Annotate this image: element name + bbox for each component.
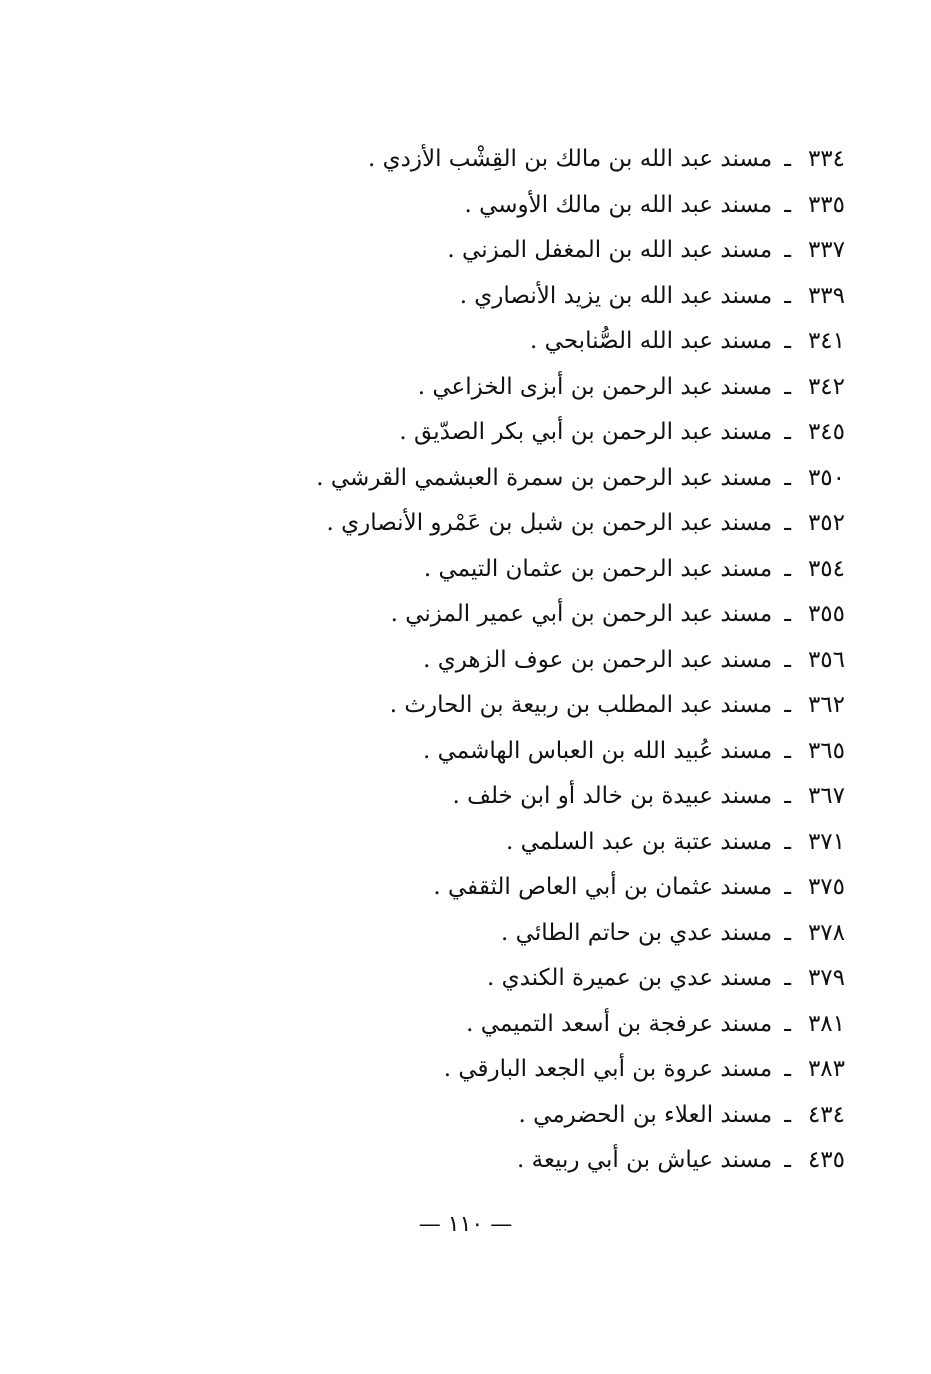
index-entry <box>245 1093 845 1139</box>
entry-title: مسند عبد الله بن المغفل المزني . <box>447 237 773 263</box>
entry-title: مسند عدي بن عميرة الكندي . <box>487 965 773 991</box>
entry-dash: ـ <box>784 464 791 491</box>
entry-title: مسند عروة بن أبي الجعد البارقي . <box>443 1056 773 1082</box>
entry-title: مسند عبد الله بن يزيد الأنصاري . <box>459 282 773 309</box>
entry-number: ٣٧١ <box>807 828 845 855</box>
index-entry <box>245 137 845 183</box>
entry-title: مسند عياش بن أبي ربيعة . <box>517 1147 773 1173</box>
entry-title: مسند عبد الله الصُّنابحي . <box>530 328 773 354</box>
index-entry <box>245 729 845 775</box>
entry-dash: ـ <box>784 146 791 172</box>
entry-title: مسند عبد الرحمن بن شبل بن عَمْرو الأنصاري . <box>326 510 773 536</box>
index-entry <box>245 911 845 957</box>
entry-title: مسند عثمان بن أبي العاص الثقفي . <box>433 874 773 900</box>
entry-number: ٣٥٠ <box>807 464 845 491</box>
entry-dash: ـ <box>784 282 791 309</box>
entry-number: ٣٤١ <box>807 328 845 354</box>
entry-dash: ـ <box>784 1147 791 1173</box>
entry-title: مسند عبد الرحمن بن عوف الزهري . <box>423 646 773 673</box>
entry-dash: ـ <box>784 919 791 946</box>
entry-dash: ـ <box>784 1010 791 1037</box>
index-entry <box>245 683 845 729</box>
index-entry <box>245 547 845 593</box>
page-number: — ١١٠ — <box>418 1212 513 1237</box>
index-entry <box>245 820 845 866</box>
entry-title: مسند عُبيد الله بن العباس الهاشمي . <box>423 737 773 764</box>
entry-title: مسند عبد الرحمن بن أبي بكر الصدّيق . <box>399 419 773 445</box>
entry-dash: ـ <box>784 237 791 263</box>
index-entry <box>245 1138 845 1184</box>
index-entry <box>245 1002 845 1048</box>
entry-dash: ـ <box>784 874 791 900</box>
entry-title: مسند عبد المطلب بن ربيعة بن الحارث . <box>389 692 773 718</box>
entry-number: ٣٤٥ <box>807 419 845 445</box>
entry-title: مسند عتبة بن عبد السلمي . <box>505 828 773 855</box>
index-entry <box>245 501 845 547</box>
entry-dash: ـ <box>784 1101 791 1128</box>
entry-number: ٣٥٦ <box>807 646 845 673</box>
index-entry <box>245 592 845 638</box>
entry-number: ٣٥٢ <box>807 510 845 536</box>
entry-dash: ـ <box>784 510 791 536</box>
index-list <box>245 137 845 1184</box>
entry-title: مسند عبد الله بن مالك بن القِشْب الأزدي . <box>367 146 773 172</box>
entry-dash: ـ <box>784 555 791 582</box>
entry-title: مسند عبد الرحمن بن عثمان التيمي . <box>423 555 773 582</box>
entry-number: ٣٧٨ <box>807 919 845 946</box>
entry-number: ٣٦٢ <box>807 692 845 718</box>
entry-number: ٣٣٧ <box>807 237 845 263</box>
entry-number: ٤٣٤ <box>807 1101 845 1128</box>
entry-title: مسند عبد الرحمن بن أبزى الخزاعي . <box>417 373 773 400</box>
entry-dash: ـ <box>784 737 791 764</box>
entry-dash: ـ <box>784 965 791 991</box>
entry-number: ٣٥٥ <box>807 601 845 627</box>
entry-number: ٣٧٥ <box>807 874 845 900</box>
entry-dash: ـ <box>784 419 791 445</box>
entry-title: مسند عدي بن حاتم الطائي . <box>501 919 773 946</box>
index-entry <box>245 638 845 684</box>
index-entry <box>245 183 845 229</box>
entry-number: ٣٦٥ <box>807 737 845 764</box>
entry-title: مسند عبيدة بن خالد أو ابن خلف . <box>452 783 773 809</box>
entry-number: ٣٥٤ <box>807 555 845 582</box>
index-entry <box>245 456 845 502</box>
index-entry <box>245 1047 845 1093</box>
entry-dash: ـ <box>784 783 791 809</box>
index-entry <box>245 274 845 320</box>
index-entry <box>245 956 845 1002</box>
entry-dash: ـ <box>784 328 791 354</box>
entry-number: ٣٣٤ <box>807 146 845 172</box>
index-entry <box>245 365 845 411</box>
entry-number: ٣٧٩ <box>807 965 845 991</box>
entry-dash: ـ <box>784 828 791 855</box>
index-entry <box>245 865 845 911</box>
entry-dash: ـ <box>784 373 791 400</box>
entry-number: ٣٤٢ <box>807 373 845 400</box>
entry-number: ٣٦٧ <box>807 783 845 809</box>
index-entry <box>245 774 845 820</box>
entry-title: مسند عبد الرحمن بن أبي عمير المزني . <box>390 601 773 627</box>
entry-title: مسند عبد الرحمن بن سمرة العبشمي القرشي . <box>316 464 773 491</box>
entry-number: ٣٣٩ <box>807 282 845 309</box>
entry-title: مسند عبد الله بن مالك الأوسي . <box>464 191 773 218</box>
entry-dash: ـ <box>784 1056 791 1082</box>
entry-dash: ـ <box>784 191 791 218</box>
entry-dash: ـ <box>784 692 791 718</box>
index-entry <box>245 319 845 365</box>
entry-dash: ـ <box>784 601 791 627</box>
index-entry <box>245 228 845 274</box>
entry-title: مسند عرفجة بن أسعد التميمي . <box>466 1010 773 1037</box>
entry-number: ٣٨٣ <box>807 1056 845 1082</box>
entry-number: ٣٣٥ <box>807 191 845 218</box>
entry-number: ٤٣٥ <box>807 1147 845 1173</box>
entry-number: ٣٨١ <box>807 1010 845 1037</box>
index-entry <box>245 410 845 456</box>
entry-dash: ـ <box>784 646 791 673</box>
entry-title: مسند العلاء بن الحضرمي . <box>518 1101 773 1128</box>
